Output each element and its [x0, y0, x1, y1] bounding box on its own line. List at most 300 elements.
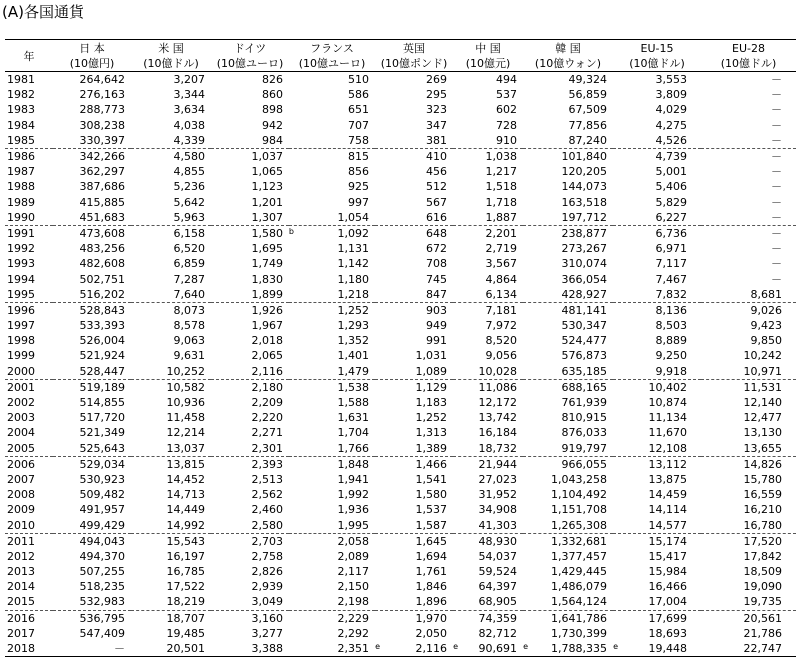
value-text: 494,370	[79, 549, 125, 563]
table-row	[5, 256, 796, 271]
value-cell	[211, 271, 289, 286]
value-cell	[613, 517, 701, 533]
col-unit-china: (10億元)	[453, 56, 523, 72]
value-cell	[289, 641, 380, 657]
table-row	[5, 641, 796, 657]
value-text: 5,829	[655, 195, 687, 209]
value-text: 49,324	[568, 73, 607, 87]
value-cell	[701, 287, 796, 303]
value-cell	[211, 487, 289, 502]
value-text: 415,885	[79, 195, 125, 209]
value-text: 16,197	[166, 549, 205, 563]
col-name-japan: 日 本	[79, 42, 105, 55]
value-text: 74,359	[478, 611, 517, 625]
value-cell	[453, 179, 523, 194]
value-cell	[211, 210, 289, 226]
value-text: 19,448	[648, 642, 687, 656]
value-text: 144,073	[561, 180, 607, 194]
value-cell	[211, 148, 289, 164]
table-row	[5, 164, 796, 179]
value-cell	[211, 579, 289, 594]
value-text: 510	[348, 73, 369, 87]
value-text: 330,397	[79, 133, 125, 147]
value-cell	[375, 549, 453, 564]
value-text: 481,141	[561, 303, 607, 317]
value-text: 530,923	[79, 472, 125, 486]
value-text: 2,198	[337, 595, 369, 609]
table-row	[5, 195, 796, 210]
value-text: 1,252	[337, 303, 369, 317]
value-text: 10,252	[166, 364, 205, 378]
value-text: 2,116	[251, 364, 283, 378]
value-cell	[53, 395, 131, 410]
year-text: 1981	[7, 73, 35, 87]
value-text: 898	[262, 103, 283, 117]
value-text: 1,645	[415, 534, 447, 548]
year-cell	[5, 517, 53, 533]
value-text: 518,235	[79, 580, 125, 594]
value-text: 1,830	[251, 272, 283, 286]
value-text: 2,201	[485, 226, 517, 240]
value-cell	[453, 379, 523, 395]
col-name-france: フランス	[310, 42, 354, 55]
value-cell	[53, 302, 131, 318]
value-text: 1,541	[415, 472, 447, 486]
value-text: 13,815	[166, 457, 205, 471]
col-name-korea: 韓 国	[555, 42, 581, 55]
value-text: 7,287	[173, 272, 205, 286]
table-row	[5, 610, 796, 626]
year-text: 1988	[7, 180, 35, 194]
value-cell	[211, 395, 289, 410]
year-cell	[5, 395, 53, 410]
value-cell	[453, 164, 523, 179]
value-cell	[289, 502, 375, 517]
year-cell	[5, 549, 53, 564]
table-row	[5, 118, 796, 133]
value-text: 2,117	[337, 565, 369, 579]
value-cell	[523, 333, 613, 348]
value-cell	[613, 641, 701, 657]
value-cell	[53, 210, 131, 226]
value-text: 10,402	[648, 380, 687, 394]
value-text: 524,477	[561, 334, 607, 348]
value-text: 64,397	[478, 580, 517, 594]
value-text: 273,267	[561, 242, 607, 256]
value-cell	[289, 379, 375, 395]
col-unit-france: (10億ユーロ)	[289, 56, 375, 72]
value-cell	[375, 333, 453, 348]
value-cell	[453, 425, 523, 440]
value-text: 1,848	[337, 457, 369, 471]
value-text: 1,307	[251, 210, 283, 224]
value-cell	[375, 564, 453, 579]
value-text: 758	[348, 133, 369, 147]
value-cell	[289, 302, 375, 318]
value-text: 16,184	[478, 426, 517, 440]
value-cell	[211, 364, 289, 380]
value-cell	[289, 179, 375, 194]
value-text: 532,983	[79, 595, 125, 609]
value-text: 197,712	[561, 210, 607, 224]
value-cell	[211, 302, 289, 318]
value-cell	[289, 133, 375, 149]
value-cell	[289, 395, 375, 410]
value-text: 19,485	[166, 626, 205, 640]
value-text: 1,151,708	[551, 503, 607, 517]
value-text: 77,856	[568, 118, 607, 132]
value-text: 576,873	[561, 349, 607, 363]
value-cell	[375, 225, 453, 241]
value-text: 1,043,258	[551, 472, 607, 486]
value-text: 507,255	[79, 565, 125, 579]
value-cell	[53, 641, 131, 657]
year-text: 1989	[7, 195, 35, 209]
value-text: 7,972	[485, 319, 517, 333]
value-cell	[53, 318, 131, 333]
value-text: 499,429	[79, 518, 125, 532]
value-text: 34,908	[478, 503, 517, 517]
value-text: 90,691	[478, 642, 517, 656]
value-text: 826	[262, 73, 283, 87]
year-text: 1998	[7, 334, 35, 348]
value-cell	[453, 487, 523, 502]
value-cell	[53, 472, 131, 487]
value-text: 1,941	[337, 472, 369, 486]
table-row	[5, 549, 796, 564]
value-text: 3,160	[251, 611, 283, 625]
value-cell	[53, 333, 131, 348]
table-row	[5, 579, 796, 594]
col-name-germany: ドイツ	[233, 42, 267, 55]
value-cell	[289, 364, 375, 380]
value-cell	[131, 241, 211, 256]
value-cell	[211, 456, 289, 472]
col-unit-us: (10億ドル)	[131, 56, 211, 72]
value-text: 5,001	[655, 165, 687, 179]
value-cell	[211, 610, 289, 626]
value-cell	[375, 579, 453, 594]
value-text: 1,265,308	[551, 518, 607, 532]
year-text: 2015	[7, 595, 35, 609]
value-cell	[53, 118, 131, 133]
col-unit-korea: (10億ウォン)	[523, 56, 613, 72]
value-text: 381	[426, 133, 447, 147]
value-text: 16,466	[648, 580, 687, 594]
value-cell	[613, 87, 701, 102]
value-cell	[613, 348, 701, 363]
value-cell	[453, 564, 523, 579]
value-cell	[211, 564, 289, 579]
year-text: 1993	[7, 257, 35, 271]
value-cell	[453, 241, 523, 256]
value-cell	[375, 87, 453, 102]
value-text: 7,467	[655, 272, 687, 286]
value-text: 269	[426, 73, 447, 87]
value-text: 9,850	[750, 334, 782, 348]
value-cell	[375, 118, 453, 133]
value-text: 6,520	[173, 242, 205, 256]
value-cell	[289, 579, 375, 594]
value-text: 10,028	[478, 364, 517, 378]
value-text: 310,074	[561, 257, 607, 271]
value-cell	[53, 225, 131, 241]
value-cell	[289, 472, 375, 487]
value-cell	[53, 379, 131, 395]
value-text: 984	[262, 133, 283, 147]
table-row	[5, 441, 796, 457]
value-text: 8,136	[655, 303, 687, 317]
value-cell	[523, 241, 613, 256]
value-cell	[523, 210, 613, 226]
year-text: 1994	[7, 272, 35, 286]
value-cell	[131, 472, 211, 487]
value-text: －	[771, 257, 782, 271]
year-text: 2011	[7, 534, 35, 548]
value-text: 27,023	[478, 472, 517, 486]
value-text: 10,874	[648, 396, 687, 410]
value-text: 876,033	[561, 426, 607, 440]
value-text: 428,927	[561, 287, 607, 301]
value-text: 18,732	[478, 441, 517, 455]
year-text: 2002	[7, 396, 35, 410]
year-cell	[5, 318, 53, 333]
value-text: 2,826	[251, 565, 283, 579]
value-text: 17,522	[166, 580, 205, 594]
value-cell	[289, 148, 375, 164]
value-text: 1,992	[337, 488, 369, 502]
value-text: 651	[348, 103, 369, 117]
value-text: 5,236	[173, 180, 205, 194]
value-cell	[453, 133, 523, 149]
value-cell	[211, 179, 289, 194]
value-text: 1,123	[251, 180, 283, 194]
value-text: 2,460	[251, 503, 283, 517]
value-text: 708	[426, 257, 447, 271]
value-cell	[701, 472, 796, 487]
value-cell	[523, 502, 613, 517]
value-text: 15,780	[743, 472, 782, 486]
value-text: 1,887	[485, 210, 517, 224]
table-row	[5, 594, 796, 610]
value-text: 519,189	[79, 380, 125, 394]
value-cell	[289, 441, 375, 457]
value-text: 521,349	[79, 426, 125, 440]
value-text: 14,826	[743, 457, 782, 471]
value-cell	[613, 456, 701, 472]
value-cell	[375, 610, 453, 626]
year-cell	[5, 164, 53, 179]
value-text: 2,351	[337, 642, 369, 656]
value-cell	[289, 594, 375, 610]
value-cell	[613, 102, 701, 117]
footnote-mark: e	[375, 641, 380, 651]
value-cell	[211, 410, 289, 425]
value-cell	[701, 364, 796, 380]
value-cell	[211, 425, 289, 440]
value-text: 526,004	[79, 334, 125, 348]
value-cell	[289, 333, 375, 348]
value-cell	[701, 102, 796, 117]
value-cell	[53, 179, 131, 194]
value-cell	[701, 641, 796, 657]
value-cell	[211, 517, 289, 533]
value-text: 101,840	[561, 150, 607, 164]
value-cell	[211, 195, 289, 210]
value-cell	[131, 133, 211, 149]
value-text: 1,538	[337, 380, 369, 394]
value-text: 12,477	[743, 411, 782, 425]
value-text: 9,631	[173, 349, 205, 363]
value-cell	[53, 610, 131, 626]
value-cell	[131, 456, 211, 472]
value-text: 997	[348, 195, 369, 209]
year-text: 2009	[7, 503, 35, 517]
value-cell	[289, 195, 375, 210]
value-text: 16,559	[743, 488, 782, 502]
value-text: 810,915	[561, 411, 607, 425]
value-cell	[375, 179, 453, 194]
value-text: 1,766	[337, 441, 369, 455]
value-text: 68,905	[478, 595, 517, 609]
year-cell	[5, 225, 53, 241]
value-text: 12,108	[648, 441, 687, 455]
value-cell	[613, 148, 701, 164]
year-cell	[5, 487, 53, 502]
value-cell	[613, 441, 701, 457]
value-text: 1,704	[337, 426, 369, 440]
year-cell	[5, 287, 53, 303]
value-text: 1,967	[251, 319, 283, 333]
value-cell	[131, 594, 211, 610]
value-cell	[453, 549, 523, 564]
value-text: 1,466	[415, 457, 447, 471]
value-text: 1,587	[415, 518, 447, 532]
value-text: 2,758	[251, 549, 283, 563]
value-cell	[613, 487, 701, 502]
value-text: 728	[496, 118, 517, 132]
value-cell	[701, 148, 796, 164]
value-text: 18,707	[166, 611, 205, 625]
year-text: 1992	[7, 242, 35, 256]
table-row	[5, 72, 796, 88]
year-text: 1987	[7, 165, 35, 179]
value-text: 517,720	[79, 411, 125, 425]
table-row	[5, 564, 796, 579]
value-text: 761,939	[561, 396, 607, 410]
value-cell	[375, 502, 453, 517]
value-cell	[131, 564, 211, 579]
value-text: 13,655	[743, 441, 782, 455]
table-row	[5, 148, 796, 164]
value-text: 991	[426, 334, 447, 348]
table-row	[5, 333, 796, 348]
value-cell	[453, 456, 523, 472]
value-text: 5,406	[655, 180, 687, 194]
table-row	[5, 133, 796, 149]
value-text: 1,580	[251, 226, 283, 240]
value-cell	[523, 302, 613, 318]
value-text: 22,747	[743, 642, 782, 656]
value-text: 295	[426, 88, 447, 102]
value-cell	[613, 164, 701, 179]
value-cell	[131, 610, 211, 626]
year-cell	[5, 594, 53, 610]
value-text: 54,037	[478, 549, 517, 563]
col-unit-germany: (10億ユーロ)	[211, 56, 289, 72]
value-cell	[453, 256, 523, 271]
value-text: 1,926	[251, 303, 283, 317]
value-text: 15,543	[166, 534, 205, 548]
year-cell	[5, 118, 53, 133]
value-cell	[453, 225, 523, 241]
value-text: －	[771, 180, 782, 194]
footnote-mark: e	[613, 641, 618, 651]
value-text: 362,297	[79, 165, 125, 179]
year-text: 2005	[7, 441, 35, 455]
value-cell	[289, 348, 375, 363]
value-text: 14,449	[166, 503, 205, 517]
value-cell	[613, 549, 701, 564]
value-cell	[289, 564, 375, 579]
value-text: 3,634	[173, 103, 205, 117]
value-cell	[375, 302, 453, 318]
value-cell	[53, 549, 131, 564]
value-cell	[289, 271, 375, 286]
year-cell	[5, 410, 53, 425]
value-cell	[453, 441, 523, 457]
value-cell	[701, 118, 796, 133]
year-cell	[5, 641, 53, 657]
value-text: 11,531	[743, 380, 782, 394]
value-text: 1,293	[337, 319, 369, 333]
table-row	[5, 87, 796, 102]
value-text: 276,163	[79, 88, 125, 102]
value-cell	[375, 210, 453, 226]
value-cell	[701, 610, 796, 626]
year-cell	[5, 425, 53, 440]
value-text: 648	[426, 226, 447, 240]
value-cell	[701, 487, 796, 502]
value-cell	[131, 348, 211, 363]
value-text: 528,843	[79, 303, 125, 317]
value-text: 903	[426, 303, 447, 317]
value-cell	[701, 502, 796, 517]
value-cell	[211, 502, 289, 517]
value-text: 323	[426, 103, 447, 117]
value-cell	[701, 210, 796, 226]
table-row	[5, 179, 796, 194]
value-text: 1,761	[415, 565, 447, 579]
table-row	[5, 410, 796, 425]
footnote-mark: e	[523, 641, 528, 651]
value-text: 14,459	[648, 488, 687, 502]
value-text: 1,631	[337, 411, 369, 425]
value-cell	[53, 364, 131, 380]
value-text: 1,641,786	[551, 611, 607, 625]
value-cell	[211, 287, 289, 303]
value-text: 3,388	[251, 642, 283, 656]
value-cell	[131, 210, 211, 226]
value-cell	[613, 610, 701, 626]
value-cell	[211, 118, 289, 133]
year-text: 2000	[7, 364, 35, 378]
value-cell	[523, 256, 613, 271]
value-text: 15,417	[648, 549, 687, 563]
value-text: 1,352	[337, 334, 369, 348]
value-cell	[523, 133, 613, 149]
value-text: －	[771, 133, 782, 147]
